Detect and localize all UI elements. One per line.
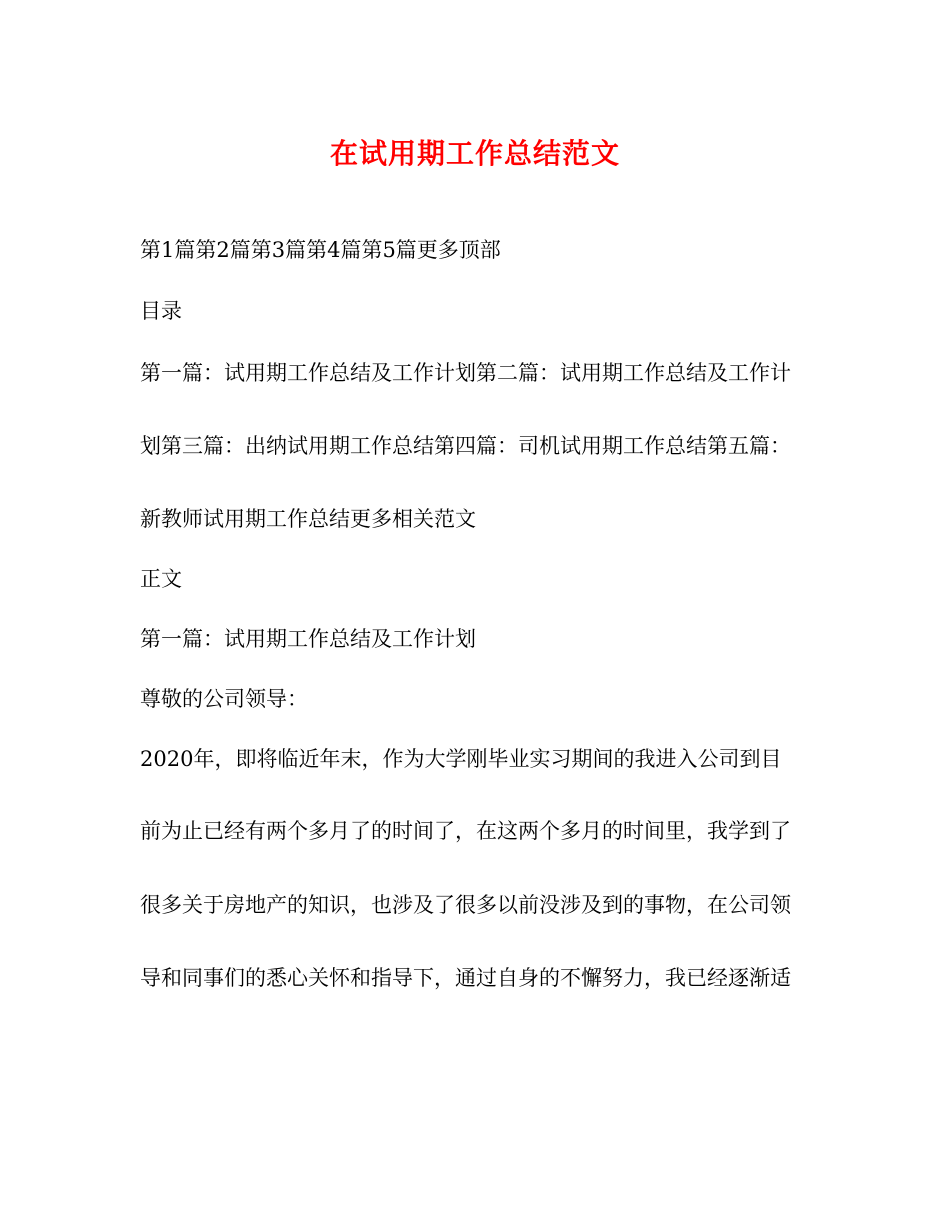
toc-heading: 目录 bbox=[140, 299, 182, 323]
nav-links[interactable]: 第1篇第2篇第3篇第4篇第5篇更多顶部 bbox=[140, 238, 501, 262]
toc-line[interactable]: 划第三篇：出纳试用期工作总结第四篇：司机试用期工作总结第五篇： bbox=[140, 434, 791, 458]
document-title: 在试用期工作总结范文 bbox=[329, 137, 620, 170]
salutation: 尊敬的公司领导： bbox=[140, 687, 308, 711]
body-heading: 正文 bbox=[140, 567, 182, 591]
paragraph-line: 导和同事们的悉心关怀和指导下，通过自身的不懈努力，我已经逐渐适 bbox=[140, 966, 791, 990]
toc-line[interactable]: 第一篇：试用期工作总结及工作计划第二篇：试用期工作总结及工作计 bbox=[140, 361, 791, 385]
section-title: 第一篇：试用期工作总结及工作计划 bbox=[140, 627, 476, 651]
paragraph-line: 很多关于房地产的知识，也涉及了很多以前没涉及到的事物，在公司领 bbox=[140, 893, 791, 917]
paragraph-line: 2020年，即将临近年末，作为大学刚毕业实习期间的我进入公司到目 bbox=[140, 747, 782, 771]
toc-line[interactable]: 新教师试用期工作总结更多相关范文 bbox=[140, 507, 476, 531]
paragraph-line: 前为止已经有两个多月了的时间了，在这两个多月的时间里，我学到了 bbox=[140, 819, 791, 843]
